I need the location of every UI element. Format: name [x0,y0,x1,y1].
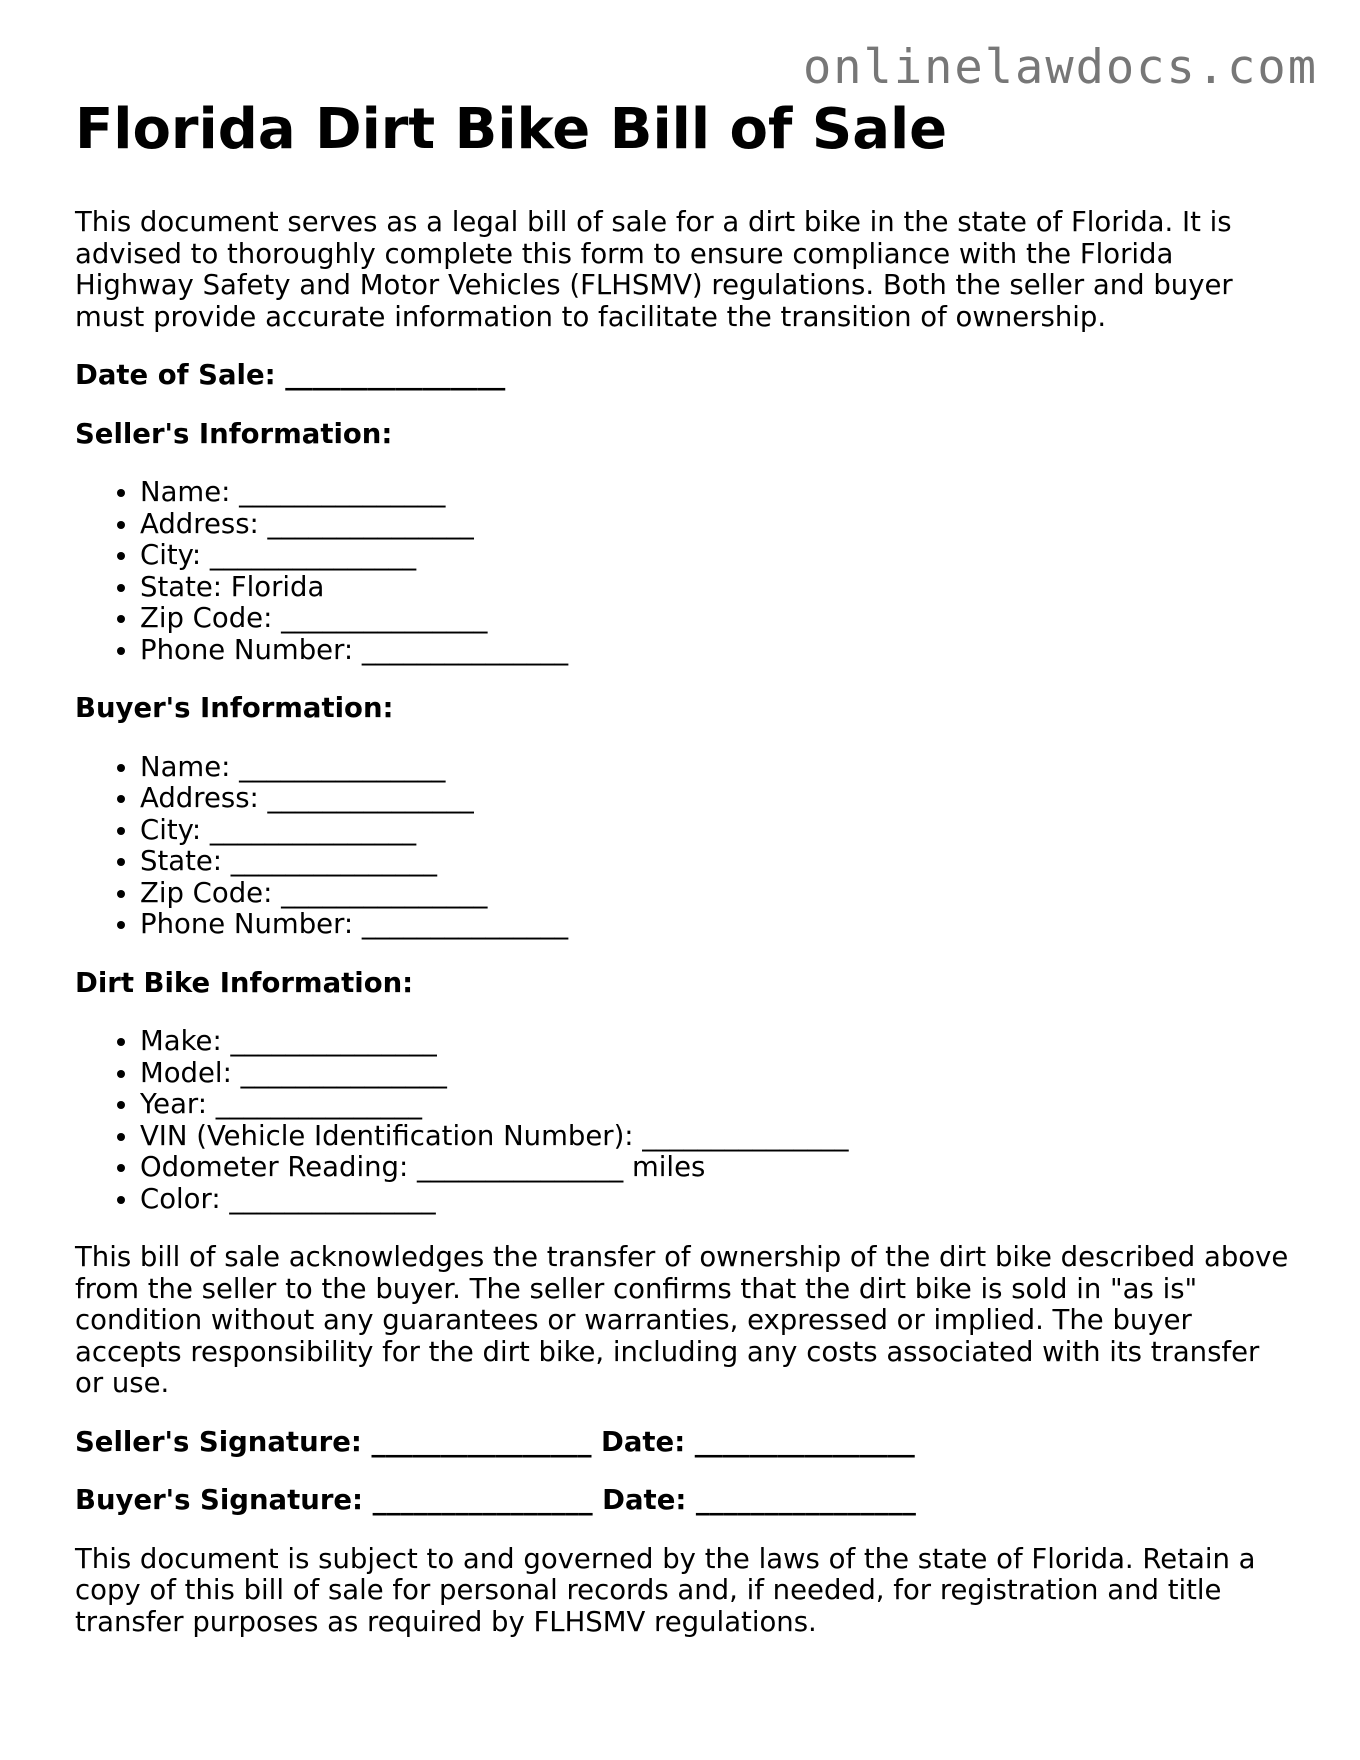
bike-model-field: • Model: _______________ [140,1058,1295,1090]
bike-color-field: • Color: _______________ [140,1184,1295,1216]
buyer-info-list [75,752,1295,941]
closing-paragraph: This document is subject to and governed by the laws of the state of Florida. Retain a copy of this bill of sale for personal records and, if needed, for registration and title transfer purposes as required by FLHSMV regulations. [75,1542,1256,1638]
buyer-signature-line: Buyer's Signature: ________________ Date: ________________ [75,1484,916,1517]
bike-info-list [75,1026,1295,1215]
seller-zip-field: • Zip Code: _______________ [140,603,1295,635]
bike-odometer-field: • Odometer Reading: _______________ miles [140,1152,1295,1184]
acknowledgement-paragraph: This bill of sale acknowledges the transfer of ownership of the dirt bike described above from the seller to the buyer. The seller confirms that the dirt bike is sold in "as is" condition without any guarantees or warranties, expressed or implied. The buyer accepts responsibility for the dirt bike, including any costs associated with its transfer or use. [75,1241,1289,1400]
seller-phone-field: • Phone Number: _______________ [140,635,1295,667]
watermark: onlinelawdocs.com [802,40,1318,95]
intro-paragraph: This document serves as a legal bill of sale for a dirt bike in the state of Florida. It is advised to thoroughly complete this form to ensure compliance with the Florida Highway Safety and Motor Vehicles (FLHSMV) regulations. Both the seller and buyer must provide accurate information to facilitate the transition of ownership. [75,206,1233,333]
page-title: Florida Dirt Bike Bill of Sale [75,97,948,162]
seller-info-list [75,477,1295,666]
seller-signature-line: Seller's Signature: ________________ Date: ________________ [75,1425,915,1458]
bike-section-heading: Dirt Bike Information: [75,966,414,999]
buyer-city-field: • City: _______________ [140,815,1295,847]
seller-name-field: • Name: _______________ [140,477,1295,509]
seller-state-field: • State: Florida [140,572,1295,604]
document-page [75,96,1295,1638]
buyer-address-field: • Address: _______________ [140,783,1295,815]
buyer-state-field: • State: _______________ [140,846,1295,878]
buyer-phone-field: • Phone Number: _______________ [140,909,1295,941]
seller-address-field: • Address: _______________ [140,509,1295,541]
bike-vin-field: • VIN (Vehicle Identification Number): _______________ [140,1121,1295,1153]
seller-section-heading: Seller's Information: [75,417,393,450]
buyer-zip-field: • Zip Code: _______________ [140,878,1295,910]
seller-city-field: • City: _______________ [140,540,1295,572]
buyer-name-field: • Name: _______________ [140,752,1295,784]
date-of-sale-field: Date of Sale: ________________ [75,359,506,392]
bike-make-field: • Make: _______________ [140,1026,1295,1058]
bike-year-field: • Year: _______________ [140,1089,1295,1121]
buyer-section-heading: Buyer's Information: [75,692,394,725]
